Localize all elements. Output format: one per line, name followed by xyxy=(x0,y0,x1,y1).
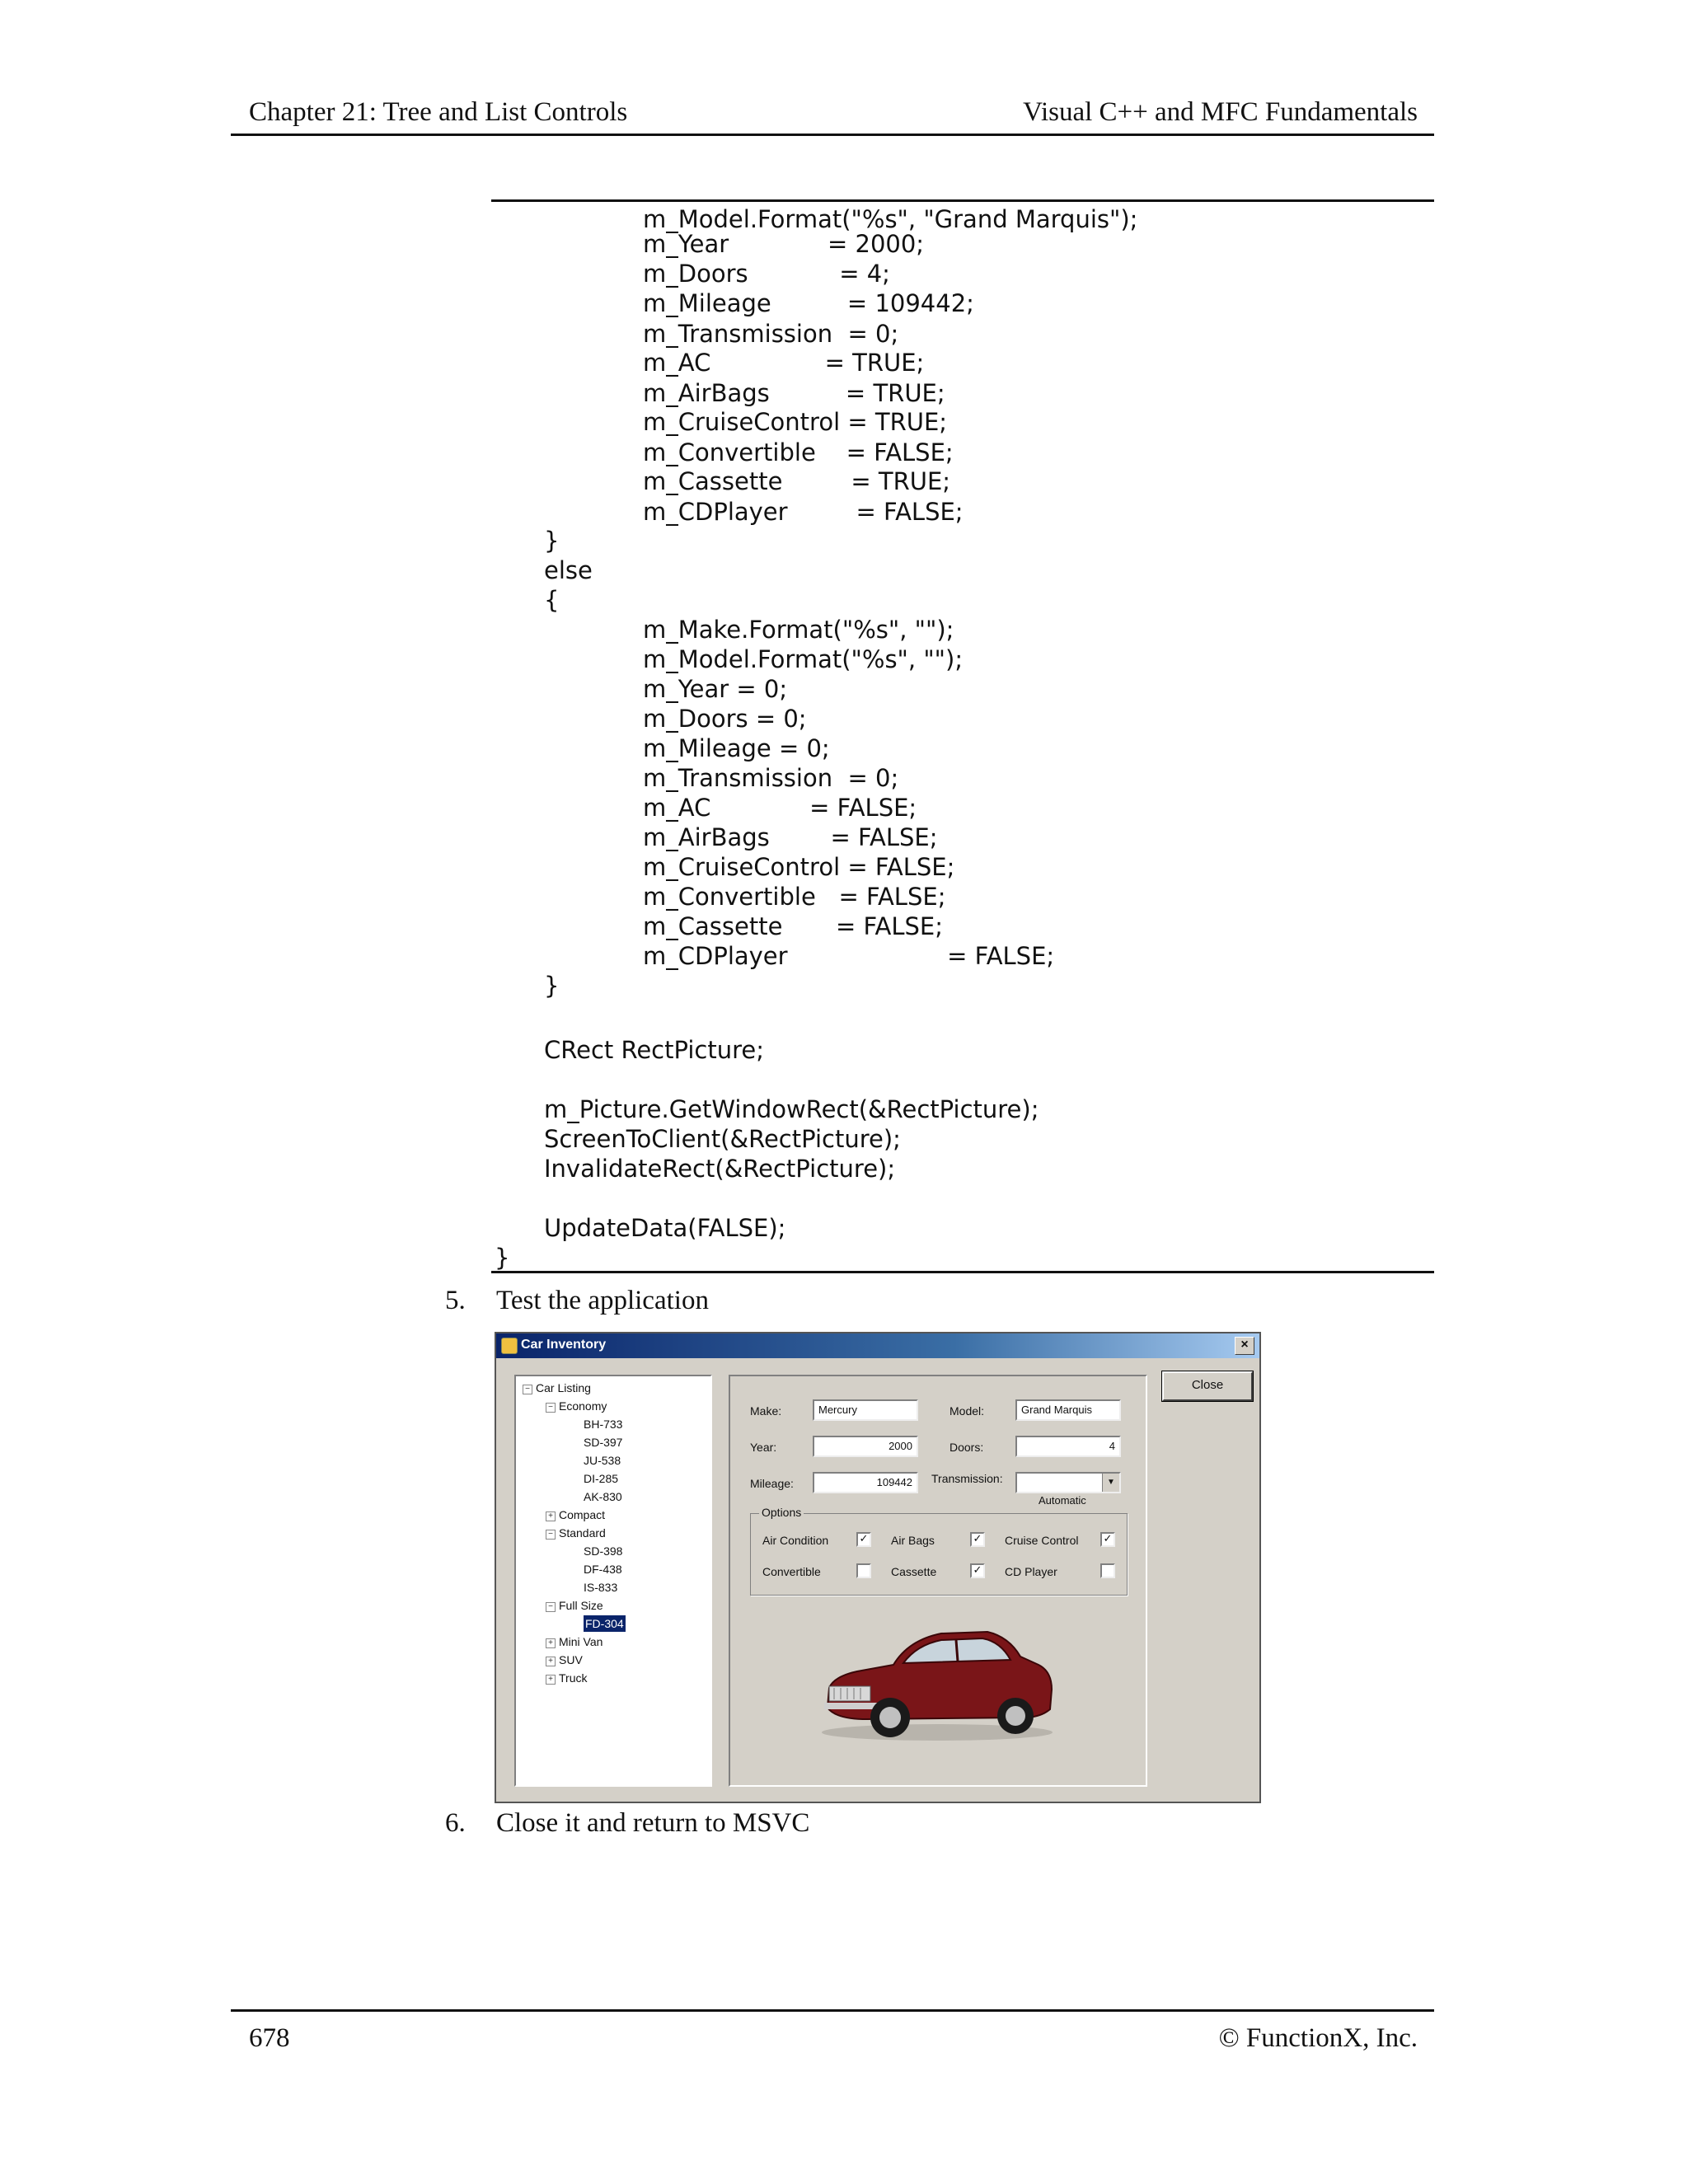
chevron-down-icon[interactable]: ▼ xyxy=(1102,1474,1119,1492)
code-line: m_CruiseControl = TRUE; xyxy=(643,408,948,436)
code-line: m_Transmission = 0; xyxy=(643,764,899,792)
car-inventory-window xyxy=(495,1332,1261,1803)
car-tree-view[interactable] xyxy=(514,1375,712,1787)
mileage-field[interactable]: 109442 xyxy=(813,1472,918,1493)
cassette-checkbox[interactable]: ✓ xyxy=(970,1563,985,1578)
tree-node-economy[interactable]: Economy xyxy=(559,1399,607,1413)
expand-icon[interactable]: + xyxy=(546,1638,556,1648)
options-label: Options xyxy=(759,1506,804,1519)
code-line: m_Model.Format("%s", ""); xyxy=(643,645,964,673)
book-title: Visual C++ and MFC Fundamentals xyxy=(1023,97,1418,127)
code-top-rule xyxy=(491,199,1434,202)
chapter-title: Chapter 21: Tree and List Controls xyxy=(249,97,628,127)
details-panel xyxy=(729,1375,1147,1787)
close-button[interactable]: Close xyxy=(1162,1371,1253,1401)
options-group xyxy=(750,1506,1128,1596)
code-line: m_Picture.GetWindowRect(&RectPicture); xyxy=(544,1095,1039,1123)
code-line: m_Cassette = TRUE; xyxy=(643,467,951,495)
make-field[interactable]: Mercury xyxy=(813,1399,918,1421)
model-label: Model: xyxy=(950,1404,985,1418)
code-line: m_Transmission = 0; xyxy=(643,320,899,348)
code-line: m_Doors = 4; xyxy=(643,260,890,288)
option-label: Air Condition xyxy=(762,1534,829,1547)
tree-node-truck[interactable]: Truck xyxy=(559,1671,588,1685)
code-line: m_Year = 2000; xyxy=(643,230,925,258)
page-footer xyxy=(231,2009,1434,2056)
code-line: } xyxy=(495,1244,510,1272)
tree-node-full-size[interactable]: Full Size xyxy=(559,1599,603,1612)
transmission-combo[interactable] xyxy=(1015,1472,1121,1507)
year-field[interactable]: 2000 xyxy=(813,1436,918,1457)
code-line: InvalidateRect(&RectPicture); xyxy=(544,1155,896,1183)
step-number: 6. xyxy=(445,1808,466,1838)
step-number: 5. xyxy=(445,1286,466,1315)
tree-node-car[interactable]: AK-830 xyxy=(584,1490,622,1503)
tree-node-car[interactable]: SD-397 xyxy=(584,1436,623,1449)
cruise-control-checkbox[interactable]: ✓ xyxy=(1100,1532,1115,1547)
tree-node-car[interactable]: JU-538 xyxy=(584,1454,621,1467)
tree-node-car[interactable]: DI-285 xyxy=(584,1472,619,1485)
code-bottom-rule xyxy=(491,1271,1434,1273)
collapse-icon[interactable]: − xyxy=(523,1385,532,1394)
expand-icon[interactable]: + xyxy=(546,1657,556,1666)
code-line: m_CDPlayer = FALSE; xyxy=(643,942,1055,970)
transmission-label: Transmission: xyxy=(931,1472,1003,1485)
option-label: Cassette xyxy=(891,1565,937,1578)
code-line: CRect RectPicture; xyxy=(544,1036,764,1064)
code-line: m_AirBags = FALSE; xyxy=(643,823,938,851)
collapse-icon[interactable]: − xyxy=(546,1403,556,1413)
tree-node-mini-van[interactable]: Mini Van xyxy=(559,1635,603,1648)
code-line: m_Mileage = 0; xyxy=(643,734,830,762)
option-label: Cruise Control xyxy=(1005,1534,1079,1547)
doors-field[interactable]: 4 xyxy=(1015,1436,1121,1457)
tree-node-compact[interactable]: Compact xyxy=(559,1508,606,1521)
code-line: else xyxy=(544,556,593,584)
code-line: m_AirBags = TRUE; xyxy=(643,379,945,407)
expand-icon[interactable]: + xyxy=(546,1675,556,1685)
tree-node-car-listing[interactable]: Car Listing xyxy=(536,1381,591,1394)
title-bar xyxy=(496,1333,1259,1358)
expand-icon[interactable]: + xyxy=(546,1511,556,1521)
doors-label: Doors: xyxy=(950,1441,984,1454)
page-header xyxy=(231,97,1434,136)
mileage-label: Mileage: xyxy=(750,1477,794,1490)
tree-node-car[interactable]: DF-438 xyxy=(584,1563,622,1576)
convertible-checkbox[interactable] xyxy=(856,1563,871,1578)
code-line: m_Convertible = FALSE; xyxy=(643,883,946,911)
code-line: m_Make.Format("%s", ""); xyxy=(643,616,954,644)
transmission-value: Automatic xyxy=(1038,1494,1086,1507)
code-line: m_Doors = 0; xyxy=(643,705,807,733)
code-line: m_AC = TRUE; xyxy=(643,349,925,377)
make-label: Make: xyxy=(750,1404,782,1418)
option-label: Air Bags xyxy=(891,1534,935,1547)
tree-node-car[interactable]: IS-833 xyxy=(584,1581,618,1594)
tree-node-standard[interactable]: Standard xyxy=(559,1526,606,1540)
collapse-icon[interactable]: − xyxy=(546,1530,556,1540)
tree-node-suv[interactable]: SUV xyxy=(559,1653,583,1666)
copyright: © FunctionX, Inc. xyxy=(1218,2023,1418,2053)
collapse-icon[interactable]: − xyxy=(546,1602,556,1612)
car-picture xyxy=(818,1617,1057,1749)
code-line: m_AC = FALSE; xyxy=(643,794,917,822)
code-line: m_Model.Format("%s", "Grand Marquis"); xyxy=(643,205,1138,233)
step-text: Close it and return to MSVC xyxy=(496,1808,810,1838)
window-title: Car Inventory xyxy=(521,1338,607,1352)
code-line: m_Cassette = FALSE; xyxy=(643,912,943,940)
code-line: m_CruiseControl = FALSE; xyxy=(643,853,955,881)
option-label: CD Player xyxy=(1005,1565,1057,1578)
air-condition-checkbox[interactable]: ✓ xyxy=(856,1532,871,1547)
step-text: Test the application xyxy=(496,1286,709,1315)
cd-player-checkbox[interactable] xyxy=(1100,1563,1115,1578)
code-line: } xyxy=(544,972,560,1000)
code-line: m_CDPlayer = FALSE; xyxy=(643,498,964,526)
app-icon xyxy=(501,1338,518,1354)
option-label: Convertible xyxy=(762,1565,821,1578)
tree-node-car[interactable]: BH-733 xyxy=(584,1418,623,1431)
close-icon[interactable]: × xyxy=(1235,1337,1254,1355)
code-line: UpdateData(FALSE); xyxy=(544,1214,786,1242)
code-line: { xyxy=(544,586,560,614)
page-number: 678 xyxy=(249,2023,290,2053)
air-bags-checkbox[interactable]: ✓ xyxy=(970,1532,985,1547)
tree-node-selected-car[interactable]: FD-304 xyxy=(585,1617,624,1630)
year-label: Year: xyxy=(750,1441,777,1454)
code-line: m_Mileage = 109442; xyxy=(643,289,974,317)
code-line: ScreenToClient(&RectPicture); xyxy=(544,1125,901,1153)
tree-node-car[interactable]: SD-398 xyxy=(584,1544,623,1558)
model-field[interactable]: Grand Marquis xyxy=(1015,1399,1121,1421)
code-line: m_Year = 0; xyxy=(643,675,788,703)
code-line: m_Convertible = FALSE; xyxy=(643,438,954,466)
code-line: } xyxy=(544,527,560,555)
